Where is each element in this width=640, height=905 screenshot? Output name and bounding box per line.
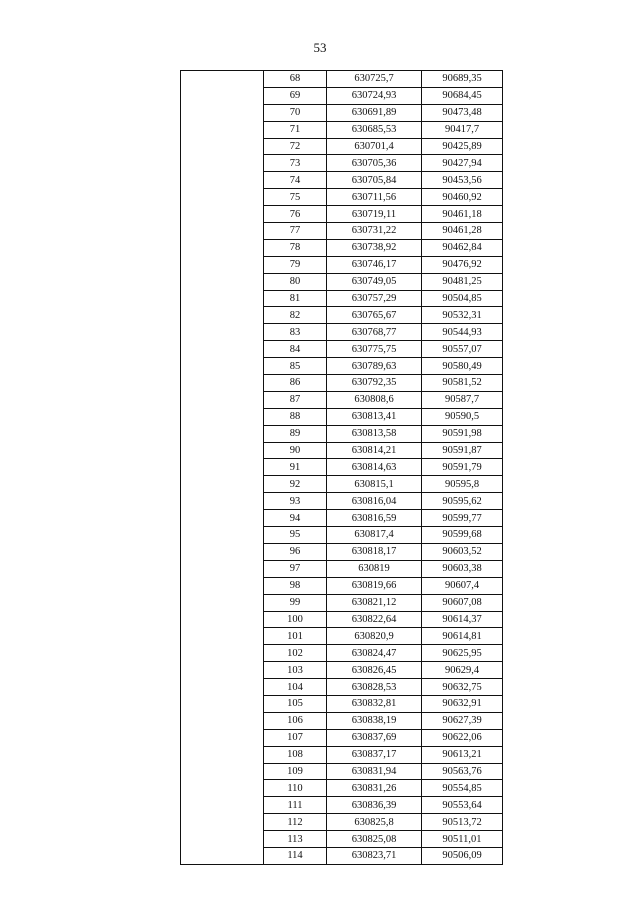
y-coordinate-cell: 90427,94 bbox=[422, 155, 503, 172]
point-number-cell: 103 bbox=[264, 662, 327, 679]
y-coordinate-cell: 90590,5 bbox=[422, 408, 503, 425]
y-coordinate-cell: 90591,87 bbox=[422, 442, 503, 459]
point-number-cell: 107 bbox=[264, 729, 327, 746]
y-coordinate-cell: 90506,09 bbox=[422, 847, 503, 864]
x-coordinate-cell: 630765,67 bbox=[327, 307, 422, 324]
y-coordinate-cell: 90614,81 bbox=[422, 628, 503, 645]
point-number-cell: 89 bbox=[264, 425, 327, 442]
point-number-cell: 72 bbox=[264, 138, 327, 155]
x-coordinate-cell: 630719,11 bbox=[327, 206, 422, 223]
x-coordinate-cell: 630822,64 bbox=[327, 611, 422, 628]
x-coordinate-cell: 630731,22 bbox=[327, 223, 422, 240]
x-coordinate-cell: 630775,75 bbox=[327, 341, 422, 358]
point-number-cell: 83 bbox=[264, 324, 327, 341]
x-coordinate-cell: 630837,17 bbox=[327, 746, 422, 763]
y-coordinate-cell: 90595,62 bbox=[422, 493, 503, 510]
y-coordinate-cell: 90603,52 bbox=[422, 543, 503, 560]
x-coordinate-cell: 630746,17 bbox=[327, 256, 422, 273]
point-number-cell: 96 bbox=[264, 543, 327, 560]
x-coordinate-cell: 630814,63 bbox=[327, 459, 422, 476]
point-number-cell: 98 bbox=[264, 577, 327, 594]
x-coordinate-cell: 630815,1 bbox=[327, 476, 422, 493]
point-number-cell: 76 bbox=[264, 206, 327, 223]
x-coordinate-cell: 630832,81 bbox=[327, 695, 422, 712]
point-number-cell: 70 bbox=[264, 104, 327, 121]
x-coordinate-cell: 630725,7 bbox=[327, 71, 422, 88]
x-coordinate-cell: 630757,29 bbox=[327, 290, 422, 307]
y-coordinate-cell: 90544,93 bbox=[422, 324, 503, 341]
point-number-cell: 104 bbox=[264, 679, 327, 696]
x-coordinate-cell: 630701,4 bbox=[327, 138, 422, 155]
y-coordinate-cell: 90607,08 bbox=[422, 594, 503, 611]
x-coordinate-cell: 630821,12 bbox=[327, 594, 422, 611]
y-coordinate-cell: 90461,18 bbox=[422, 206, 503, 223]
point-number-cell: 80 bbox=[264, 273, 327, 290]
y-coordinate-cell: 90476,92 bbox=[422, 256, 503, 273]
x-coordinate-cell: 630823,71 bbox=[327, 847, 422, 864]
x-coordinate-cell: 630691,89 bbox=[327, 104, 422, 121]
point-number-cell: 85 bbox=[264, 358, 327, 375]
x-coordinate-cell: 630813,41 bbox=[327, 408, 422, 425]
y-coordinate-cell: 90460,92 bbox=[422, 189, 503, 206]
point-number-cell: 99 bbox=[264, 594, 327, 611]
point-number-cell: 108 bbox=[264, 746, 327, 763]
point-number-cell: 110 bbox=[264, 780, 327, 797]
point-number-cell: 92 bbox=[264, 476, 327, 493]
point-number-cell: 94 bbox=[264, 510, 327, 527]
x-coordinate-cell: 630820,9 bbox=[327, 628, 422, 645]
y-coordinate-cell: 90622,06 bbox=[422, 729, 503, 746]
x-coordinate-cell: 630816,59 bbox=[327, 510, 422, 527]
y-coordinate-cell: 90614,37 bbox=[422, 611, 503, 628]
y-coordinate-cell: 90453,56 bbox=[422, 172, 503, 189]
y-coordinate-cell: 90481,25 bbox=[422, 273, 503, 290]
point-number-cell: 97 bbox=[264, 560, 327, 577]
point-number-cell: 112 bbox=[264, 814, 327, 831]
y-coordinate-cell: 90417,7 bbox=[422, 121, 503, 138]
point-number-cell: 93 bbox=[264, 493, 327, 510]
point-number-cell: 106 bbox=[264, 712, 327, 729]
x-coordinate-cell: 630789,63 bbox=[327, 358, 422, 375]
y-coordinate-cell: 90557,07 bbox=[422, 341, 503, 358]
y-coordinate-cell: 90607,4 bbox=[422, 577, 503, 594]
y-coordinate-cell: 90629,4 bbox=[422, 662, 503, 679]
point-number-cell: 100 bbox=[264, 611, 327, 628]
x-coordinate-cell: 630711,56 bbox=[327, 189, 422, 206]
point-number-cell: 111 bbox=[264, 797, 327, 814]
point-number-cell: 88 bbox=[264, 408, 327, 425]
x-coordinate-cell: 630685,53 bbox=[327, 121, 422, 138]
y-coordinate-cell: 90627,39 bbox=[422, 712, 503, 729]
y-coordinate-cell: 90511,01 bbox=[422, 831, 503, 848]
y-coordinate-cell: 90580,49 bbox=[422, 358, 503, 375]
point-number-cell: 95 bbox=[264, 527, 327, 544]
x-coordinate-cell: 630724,93 bbox=[327, 87, 422, 104]
point-number-cell: 102 bbox=[264, 645, 327, 662]
y-coordinate-cell: 90599,68 bbox=[422, 527, 503, 544]
point-number-cell: 87 bbox=[264, 391, 327, 408]
table-row bbox=[181, 71, 503, 88]
y-coordinate-cell: 90613,21 bbox=[422, 746, 503, 763]
point-number-cell: 69 bbox=[264, 87, 327, 104]
x-coordinate-cell: 630738,92 bbox=[327, 239, 422, 256]
point-number-cell: 86 bbox=[264, 375, 327, 392]
point-number-cell: 75 bbox=[264, 189, 327, 206]
x-coordinate-cell: 630831,94 bbox=[327, 763, 422, 780]
point-number-cell: 113 bbox=[264, 831, 327, 848]
point-number-cell: 101 bbox=[264, 628, 327, 645]
y-coordinate-cell: 90603,38 bbox=[422, 560, 503, 577]
x-coordinate-cell: 630814,21 bbox=[327, 442, 422, 459]
y-coordinate-cell: 90581,52 bbox=[422, 375, 503, 392]
point-number-cell: 81 bbox=[264, 290, 327, 307]
point-number-cell: 82 bbox=[264, 307, 327, 324]
y-coordinate-cell: 90591,79 bbox=[422, 459, 503, 476]
y-coordinate-cell: 90587,7 bbox=[422, 391, 503, 408]
point-number-cell: 105 bbox=[264, 695, 327, 712]
x-coordinate-cell: 630705,36 bbox=[327, 155, 422, 172]
x-coordinate-cell: 630819 bbox=[327, 560, 422, 577]
y-coordinate-cell: 90425,89 bbox=[422, 138, 503, 155]
y-coordinate-cell: 90473,48 bbox=[422, 104, 503, 121]
x-coordinate-cell: 630749,05 bbox=[327, 273, 422, 290]
page-number: 53 bbox=[313, 40, 327, 55]
point-number-cell: 73 bbox=[264, 155, 327, 172]
y-coordinate-cell: 90599,77 bbox=[422, 510, 503, 527]
y-coordinate-cell: 90461,28 bbox=[422, 223, 503, 240]
x-coordinate-cell: 630816,04 bbox=[327, 493, 422, 510]
y-coordinate-cell: 90632,91 bbox=[422, 695, 503, 712]
x-coordinate-cell: 630818,17 bbox=[327, 543, 422, 560]
point-number-cell: 71 bbox=[264, 121, 327, 138]
y-coordinate-cell: 90563,76 bbox=[422, 763, 503, 780]
x-coordinate-cell: 630838,19 bbox=[327, 712, 422, 729]
x-coordinate-cell: 630705,84 bbox=[327, 172, 422, 189]
point-number-cell: 74 bbox=[264, 172, 327, 189]
point-number-cell: 68 bbox=[264, 71, 327, 88]
x-coordinate-cell: 630831,26 bbox=[327, 780, 422, 797]
y-coordinate-cell: 90504,85 bbox=[422, 290, 503, 307]
point-number-cell: 109 bbox=[264, 763, 327, 780]
point-number-cell: 79 bbox=[264, 256, 327, 273]
x-coordinate-cell: 630817,4 bbox=[327, 527, 422, 544]
y-coordinate-cell: 90689,35 bbox=[422, 71, 503, 88]
x-coordinate-cell: 630768,77 bbox=[327, 324, 422, 341]
x-coordinate-cell: 630826,45 bbox=[327, 662, 422, 679]
x-coordinate-cell: 630825,8 bbox=[327, 814, 422, 831]
y-coordinate-cell: 90595,8 bbox=[422, 476, 503, 493]
point-number-cell: 78 bbox=[264, 239, 327, 256]
x-coordinate-cell: 630836,39 bbox=[327, 797, 422, 814]
coordinates-table-body bbox=[181, 71, 503, 865]
y-coordinate-cell: 90532,31 bbox=[422, 307, 503, 324]
x-coordinate-cell: 630825,08 bbox=[327, 831, 422, 848]
point-number-cell: 114 bbox=[264, 847, 327, 864]
x-coordinate-cell: 630808,6 bbox=[327, 391, 422, 408]
point-number-cell: 77 bbox=[264, 223, 327, 240]
y-coordinate-cell: 90462,84 bbox=[422, 239, 503, 256]
point-number-cell: 90 bbox=[264, 442, 327, 459]
x-coordinate-cell: 630813,58 bbox=[327, 425, 422, 442]
x-coordinate-cell: 630819,66 bbox=[327, 577, 422, 594]
y-coordinate-cell: 90553,64 bbox=[422, 797, 503, 814]
y-coordinate-cell: 90625,95 bbox=[422, 645, 503, 662]
x-coordinate-cell: 630824,47 bbox=[327, 645, 422, 662]
y-coordinate-cell: 90513,72 bbox=[422, 814, 503, 831]
point-number-cell: 84 bbox=[264, 341, 327, 358]
y-coordinate-cell: 90684,45 bbox=[422, 87, 503, 104]
x-coordinate-cell: 630828,53 bbox=[327, 679, 422, 696]
point-number-cell: 91 bbox=[264, 459, 327, 476]
blank-merged-cell bbox=[181, 71, 264, 865]
y-coordinate-cell: 90591,98 bbox=[422, 425, 503, 442]
y-coordinate-cell: 90632,75 bbox=[422, 679, 503, 696]
x-coordinate-cell: 630837,69 bbox=[327, 729, 422, 746]
x-coordinate-cell: 630792,35 bbox=[327, 375, 422, 392]
y-coordinate-cell: 90554,85 bbox=[422, 780, 503, 797]
coordinates-table bbox=[180, 70, 503, 865]
